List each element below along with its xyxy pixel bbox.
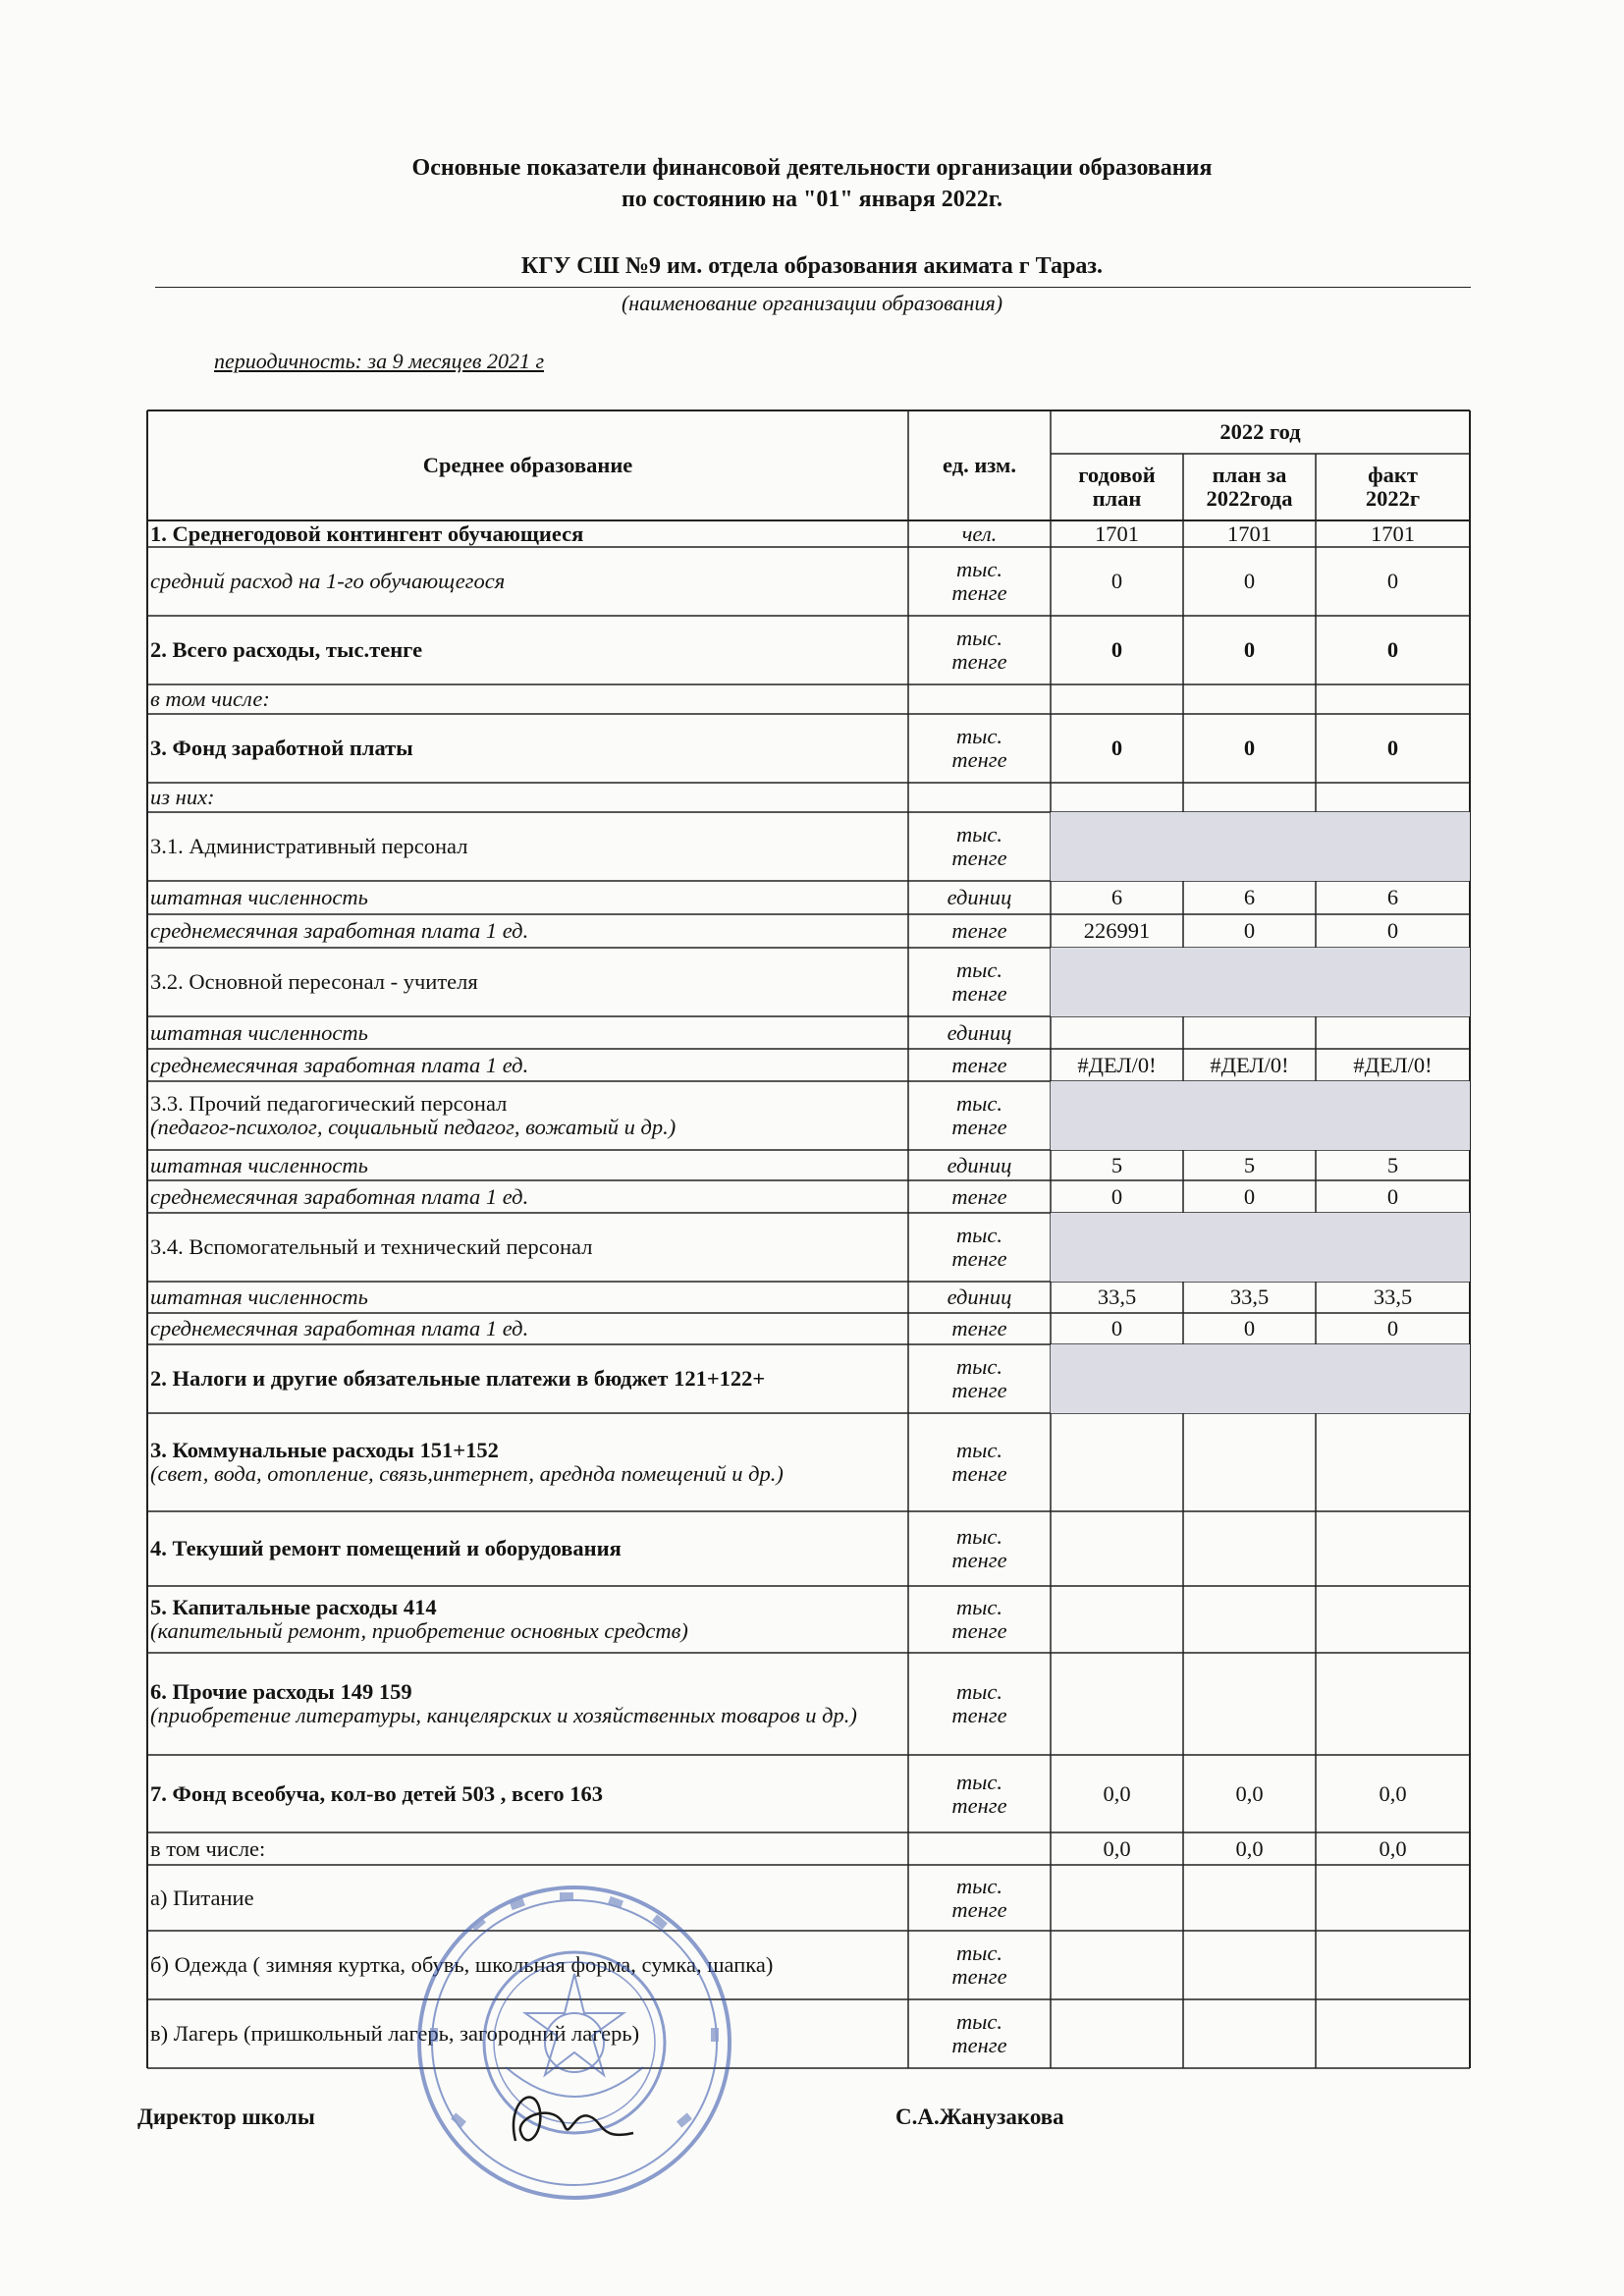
row-value-col2 bbox=[1183, 1081, 1316, 1150]
row-label-content bbox=[150, 1054, 528, 1077]
row-value-col1 bbox=[1051, 1999, 1183, 2068]
row-value-col2 bbox=[1183, 812, 1316, 881]
row-unit-text: тенге bbox=[951, 649, 1007, 674]
row-unit-text: тенге bbox=[951, 1115, 1007, 1139]
row-unit-text: тенге bbox=[951, 580, 1007, 605]
row-value-text: 226991 bbox=[1083, 918, 1151, 943]
row-unit bbox=[908, 1180, 1051, 1213]
row-value-text: 6 bbox=[1243, 885, 1256, 909]
row-value-col3 bbox=[1316, 1586, 1470, 1653]
row-value-col2 bbox=[1183, 1313, 1316, 1344]
row-label-content bbox=[150, 1367, 765, 1391]
row-value-col1 bbox=[1051, 1832, 1183, 1865]
row-unit bbox=[908, 1413, 1051, 1511]
row-value-text: 0 bbox=[1110, 569, 1123, 593]
row-value-col2 bbox=[1183, 1150, 1316, 1180]
row-label-content bbox=[150, 1154, 368, 1177]
header-unit bbox=[908, 410, 1051, 520]
row-value-text: 5 bbox=[1243, 1152, 1256, 1177]
header-col3 bbox=[1316, 454, 1470, 520]
row-unit-text: тыс. bbox=[955, 957, 1003, 982]
row-label bbox=[147, 812, 908, 881]
row-label bbox=[147, 881, 908, 914]
row-value-text: 0 bbox=[1386, 637, 1399, 662]
row-unit-text: тыс. bbox=[955, 1941, 1003, 1965]
row-unit-text: тыс. bbox=[955, 1223, 1003, 1247]
row-label-text: в том числе: bbox=[150, 1835, 266, 1861]
row-value-col1 bbox=[1051, 520, 1183, 547]
row-label-content bbox=[150, 570, 505, 593]
row-value-col2 bbox=[1183, 684, 1316, 714]
row-value-col3 bbox=[1316, 547, 1470, 616]
row-value-col2 bbox=[1183, 1865, 1316, 1931]
row-label bbox=[147, 948, 908, 1016]
row-label-content bbox=[150, 1837, 265, 1861]
row-unit-text: чел. bbox=[961, 520, 998, 546]
row-value-col3 bbox=[1316, 1213, 1470, 1282]
row-value-text: 0 bbox=[1110, 1183, 1123, 1209]
row-value-text: 0,0 bbox=[1379, 1780, 1407, 1806]
header-col2-line1: план за bbox=[1212, 463, 1287, 487]
row-label bbox=[147, 1016, 908, 1049]
row-value-col2 bbox=[1183, 1344, 1316, 1413]
row-value-text: 0,0 bbox=[1235, 1780, 1264, 1806]
row-value-col3 bbox=[1316, 1653, 1470, 1755]
row-value-col2 bbox=[1183, 1999, 1316, 2068]
row-value-text: 33,5 bbox=[1097, 1285, 1137, 1309]
row-label bbox=[147, 1755, 908, 1832]
row-label-subtext: (капительный ремонт, приобретение основных средств) bbox=[150, 1618, 688, 1643]
row-value-text: 0,0 bbox=[1235, 1835, 1264, 1861]
row-label bbox=[147, 1344, 908, 1413]
row-label-text: 5. Капитальные расходы 414 bbox=[150, 1595, 437, 1619]
row-value-text: 0 bbox=[1243, 569, 1256, 593]
organization-underline bbox=[155, 287, 1471, 288]
row-value-col1 bbox=[1051, 1282, 1183, 1313]
row-value-col3 bbox=[1316, 520, 1470, 547]
row-value-text: 33,5 bbox=[1229, 1285, 1270, 1309]
row-value-col1 bbox=[1051, 1150, 1183, 1180]
row-value-col1 bbox=[1051, 881, 1183, 914]
row-unit-text: тенге bbox=[951, 918, 1007, 943]
row-label-text: штатная численность bbox=[150, 1152, 368, 1177]
row-value-col3 bbox=[1316, 812, 1470, 881]
row-unit bbox=[908, 547, 1051, 616]
row-value-col1 bbox=[1051, 1213, 1183, 1282]
row-unit bbox=[908, 1511, 1051, 1586]
row-value-col1 bbox=[1051, 1180, 1183, 1213]
row-unit-text: тыс. bbox=[955, 724, 1003, 748]
row-value-col2 bbox=[1183, 1931, 1316, 1999]
row-value-col1 bbox=[1051, 684, 1183, 714]
row-value-text: 0 bbox=[1243, 637, 1256, 662]
row-unit bbox=[908, 520, 1051, 547]
row-value-text: #ДЕЛ/0! bbox=[1077, 1052, 1157, 1077]
row-unit bbox=[908, 1282, 1051, 1313]
row-label-content bbox=[150, 835, 467, 858]
header-unit-text: ед. изм. bbox=[943, 453, 1016, 477]
row-value-col3 bbox=[1316, 1081, 1470, 1150]
row-unit-text: тенге bbox=[951, 1896, 1007, 1922]
row-label bbox=[147, 1653, 908, 1755]
row-label-content bbox=[150, 1596, 688, 1643]
row-value-col1 bbox=[1051, 783, 1183, 812]
row-unit-text: единиц bbox=[947, 1019, 1012, 1045]
row-value-col3 bbox=[1316, 1282, 1470, 1313]
row-unit-text: тенге bbox=[951, 747, 1007, 772]
row-label-content bbox=[150, 886, 368, 909]
row-unit bbox=[908, 812, 1051, 881]
row-label-content bbox=[150, 1235, 592, 1259]
row-value-col2 bbox=[1183, 1180, 1316, 1213]
row-value-col2 bbox=[1183, 1511, 1316, 1586]
row-label-content bbox=[150, 1317, 528, 1340]
row-value-col1 bbox=[1051, 948, 1183, 1016]
row-value-text: 0 bbox=[1386, 736, 1399, 760]
row-unit-text: тыс. bbox=[955, 1438, 1003, 1462]
row-label-text: штатная численность bbox=[150, 885, 368, 909]
row-unit-text: тенге bbox=[951, 1792, 1007, 1818]
row-unit bbox=[908, 1150, 1051, 1180]
header-col3-line2: 2022г bbox=[1365, 486, 1421, 511]
row-value-text: 0 bbox=[1386, 569, 1399, 593]
row-label bbox=[147, 714, 908, 783]
row-value-col3 bbox=[1316, 1049, 1470, 1081]
header-col1-line1: годовой bbox=[1078, 463, 1156, 487]
row-value-col3 bbox=[1316, 1413, 1470, 1511]
row-unit-text: тыс. bbox=[955, 1595, 1003, 1619]
row-value-col1 bbox=[1051, 1931, 1183, 1999]
row-value-col1 bbox=[1051, 1755, 1183, 1832]
row-unit bbox=[908, 1586, 1051, 1653]
row-label-subtext: (приобретение литературы, канцелярских и хозяйственных товаров и др.) bbox=[150, 1703, 857, 1727]
row-label-text: 3.2. Основной пересонал - учителя bbox=[150, 969, 478, 994]
row-label-content bbox=[150, 522, 583, 546]
row-value-text: 0 bbox=[1243, 1183, 1256, 1209]
row-value-col1 bbox=[1051, 547, 1183, 616]
row-unit-text: тыс. bbox=[955, 557, 1003, 581]
row-unit bbox=[908, 1213, 1051, 1282]
row-value-text: 33,5 bbox=[1373, 1285, 1413, 1309]
row-value-col3 bbox=[1316, 1016, 1470, 1049]
row-label-text: 3. Коммунальные расходы 151+152 bbox=[150, 1438, 499, 1462]
row-label-text: среднемесячная заработная плата 1 ед. bbox=[150, 918, 529, 943]
row-value-text: 6 bbox=[1386, 885, 1399, 909]
row-label-text: средний расход на 1-го обучающегося bbox=[150, 569, 506, 593]
header-col2 bbox=[1183, 454, 1316, 520]
row-unit bbox=[908, 616, 1051, 684]
row-unit-text: тенге bbox=[951, 1378, 1007, 1402]
row-label-content bbox=[150, 970, 478, 994]
row-unit bbox=[908, 1832, 1051, 1865]
row-label bbox=[147, 1832, 908, 1865]
header-col1-line2: план bbox=[1092, 486, 1142, 511]
row-unit-text: тенге bbox=[951, 2033, 1007, 2057]
row-label-content bbox=[150, 1021, 368, 1045]
director-name: С.А.Жанузакова bbox=[895, 2105, 1064, 2129]
row-value-col3 bbox=[1316, 616, 1470, 684]
row-value-col1 bbox=[1051, 914, 1183, 948]
row-value-text: 0 bbox=[1386, 918, 1399, 943]
row-value-col2 bbox=[1183, 1049, 1316, 1081]
row-unit bbox=[908, 684, 1051, 714]
row-unit-text: тыс. bbox=[955, 626, 1003, 650]
row-value-text: 6 bbox=[1110, 885, 1123, 909]
header-section-text: Среднее образование bbox=[422, 453, 633, 477]
header-year-text: 2022 год bbox=[1219, 419, 1301, 444]
row-value-text: 0 bbox=[1386, 1316, 1399, 1340]
row-value-text: 1701 bbox=[1095, 520, 1139, 546]
row-unit bbox=[908, 1344, 1051, 1413]
row-unit-text: тенге bbox=[951, 1703, 1007, 1727]
row-label-content bbox=[150, 1782, 603, 1806]
director-title: Директор школы bbox=[137, 2105, 315, 2129]
row-label bbox=[147, 684, 908, 714]
row-label-text: 3. Фонд заработной платы bbox=[150, 736, 413, 760]
row-value-col1 bbox=[1051, 616, 1183, 684]
row-value-col3 bbox=[1316, 1150, 1470, 1180]
row-label bbox=[147, 1511, 908, 1586]
row-label bbox=[147, 547, 908, 616]
row-label bbox=[147, 520, 908, 547]
row-value-col2 bbox=[1183, 783, 1316, 812]
row-value-text: 0 bbox=[1386, 1183, 1399, 1209]
row-value-col1 bbox=[1051, 714, 1183, 783]
row-label bbox=[147, 1313, 908, 1344]
row-value-col2 bbox=[1183, 1653, 1316, 1755]
row-value-text: 0 bbox=[1110, 637, 1123, 662]
row-value-text: 0 bbox=[1110, 1316, 1123, 1340]
row-value-col1 bbox=[1051, 812, 1183, 881]
row-value-col1 bbox=[1051, 1653, 1183, 1755]
row-unit-text: тыс. bbox=[955, 1873, 1003, 1898]
row-value-text: 0,0 bbox=[1379, 1835, 1407, 1861]
row-label-subtext: (педагог-психолог, социальный педагог, вожатый и др.) bbox=[150, 1115, 677, 1139]
periodicity: периодичность: за 9 месяцев 2021 г bbox=[214, 349, 545, 373]
row-value-text: 1701 bbox=[1371, 520, 1415, 546]
row-value-col3 bbox=[1316, 1344, 1470, 1413]
row-value-col2 bbox=[1183, 547, 1316, 616]
row-label-content bbox=[150, 1185, 528, 1209]
row-label-text: 6. Прочие расходы 149 159 bbox=[150, 1679, 412, 1704]
row-unit bbox=[908, 1931, 1051, 1999]
row-label-content bbox=[150, 737, 413, 760]
row-unit-text: тенге bbox=[951, 846, 1007, 870]
row-unit-text: тыс. bbox=[955, 2009, 1003, 2034]
header-section-title bbox=[147, 410, 908, 520]
row-label-content bbox=[150, 1439, 784, 1486]
row-value-col2 bbox=[1183, 1213, 1316, 1282]
row-label-text: 1. Среднегодовой контингент обучающиеся bbox=[150, 520, 584, 546]
row-value-text: 5 bbox=[1110, 1152, 1123, 1177]
row-value-text: #ДЕЛ/0! bbox=[1210, 1052, 1289, 1077]
row-unit bbox=[908, 1081, 1051, 1150]
row-label-content bbox=[150, 1092, 676, 1139]
row-value-col3 bbox=[1316, 1999, 1470, 2068]
row-unit-text: тенге bbox=[951, 1246, 1007, 1271]
row-label-content bbox=[150, 1537, 622, 1560]
row-label-content bbox=[150, 1680, 857, 1727]
document-title-line2: по состоянию на "01" января 2022г. bbox=[622, 187, 1002, 212]
row-unit bbox=[908, 1755, 1051, 1832]
row-value-col3 bbox=[1316, 1313, 1470, 1344]
row-value-col2 bbox=[1183, 948, 1316, 1016]
row-unit-text: единиц bbox=[947, 1285, 1012, 1309]
row-unit-text: тыс. bbox=[955, 1769, 1003, 1794]
row-unit-text: тенге bbox=[951, 1548, 1007, 1572]
row-unit bbox=[908, 1653, 1051, 1755]
organization-name: КГУ СШ №9 им. отдела образования акимата г Тараз. bbox=[520, 253, 1104, 279]
row-value-col1 bbox=[1051, 1016, 1183, 1049]
row-unit bbox=[908, 1865, 1051, 1931]
row-value-col2 bbox=[1183, 1016, 1316, 1049]
header-year bbox=[1051, 410, 1470, 454]
row-value-text: 0 bbox=[1243, 1316, 1256, 1340]
row-label-text: а) Питание bbox=[150, 1885, 254, 1910]
row-label-text: среднемесячная заработная плата 1 ед. bbox=[150, 1183, 529, 1209]
row-unit-text: единиц bbox=[947, 885, 1012, 909]
row-label bbox=[147, 1586, 908, 1653]
row-label-content bbox=[150, 1886, 254, 1910]
row-unit-text: тыс. bbox=[955, 1354, 1003, 1379]
row-value-col2 bbox=[1183, 881, 1316, 914]
row-label-content bbox=[150, 638, 422, 662]
row-unit-text: тенге bbox=[951, 1461, 1007, 1486]
row-label-content bbox=[150, 786, 215, 809]
row-label-text: 3.3. Прочий педагогический персонал bbox=[150, 1091, 508, 1116]
row-label-text: в) Лагерь (пришкольный лагерь, загородний лагерь) bbox=[150, 2021, 640, 2046]
row-value-col1 bbox=[1051, 1511, 1183, 1586]
row-value-col2 bbox=[1183, 1832, 1316, 1865]
row-unit-text: тенге bbox=[951, 1316, 1007, 1340]
row-unit-text: тыс. bbox=[955, 822, 1003, 847]
row-label-text: штатная численность bbox=[150, 1019, 368, 1045]
row-unit-text: тенге bbox=[951, 1052, 1007, 1077]
row-value-col2 bbox=[1183, 520, 1316, 547]
row-value-col1 bbox=[1051, 1586, 1183, 1653]
row-unit-text: тенге bbox=[951, 1618, 1007, 1643]
row-value-col1 bbox=[1051, 1313, 1183, 1344]
row-value-col3 bbox=[1316, 1755, 1470, 1832]
row-value-col1 bbox=[1051, 1081, 1183, 1150]
row-value-col1 bbox=[1051, 1344, 1183, 1413]
row-unit-text: тыс. bbox=[955, 1679, 1003, 1704]
row-label-subtext: (свет, вода, отопление, связь,интернет, аредндa помещений и др.) bbox=[150, 1461, 784, 1486]
row-value-col3 bbox=[1316, 948, 1470, 1016]
row-value-text: 0 bbox=[1243, 918, 1256, 943]
row-value-col3 bbox=[1316, 714, 1470, 783]
row-unit-text: тыс. bbox=[955, 1524, 1003, 1549]
row-label-text: 2. Налоги и другие обязательные платежи в бюджет 121+122+ bbox=[150, 1366, 766, 1391]
row-value-col2 bbox=[1183, 914, 1316, 948]
row-value-col3 bbox=[1316, 1832, 1470, 1865]
row-label bbox=[147, 616, 908, 684]
row-unit-text: тенге bbox=[951, 981, 1007, 1006]
organization-caption: (наименование организации образования) bbox=[621, 291, 1003, 315]
row-unit bbox=[908, 948, 1051, 1016]
row-unit bbox=[908, 914, 1051, 948]
row-label bbox=[147, 1150, 908, 1180]
row-unit bbox=[908, 714, 1051, 783]
row-value-col2 bbox=[1183, 1586, 1316, 1653]
director-signature bbox=[496, 2072, 643, 2160]
row-label bbox=[147, 783, 908, 812]
row-value-col3 bbox=[1316, 1511, 1470, 1586]
row-unit-text: тенге bbox=[951, 1183, 1007, 1209]
row-unit bbox=[908, 1016, 1051, 1049]
row-unit bbox=[908, 1999, 1051, 2068]
row-label-text: 2. Всего расходы, тыс.тенге bbox=[150, 637, 423, 662]
row-label bbox=[147, 914, 908, 948]
row-value-text: 0 bbox=[1243, 736, 1256, 760]
document-title-line1: Основные показатели финансовой деятельности организации образования bbox=[411, 155, 1213, 181]
row-label bbox=[147, 1282, 908, 1313]
row-label bbox=[147, 1180, 908, 1213]
row-label-content bbox=[150, 919, 528, 943]
row-value-col1 bbox=[1051, 1865, 1183, 1931]
row-value-col2 bbox=[1183, 616, 1316, 684]
row-value-col3 bbox=[1316, 881, 1470, 914]
header-col1 bbox=[1051, 454, 1183, 520]
row-label bbox=[147, 1413, 908, 1511]
row-value-col3 bbox=[1316, 1865, 1470, 1931]
row-label-text: б) Одежда ( зимняя куртка, обувь, школьная форма, сумка, шапка) bbox=[150, 1952, 774, 1977]
row-unit-text: тыс. bbox=[955, 1091, 1003, 1116]
row-value-col1 bbox=[1051, 1049, 1183, 1081]
row-value-text: 0,0 bbox=[1103, 1835, 1131, 1861]
row-value-col3 bbox=[1316, 684, 1470, 714]
row-unit bbox=[908, 1049, 1051, 1081]
row-value-text: 1701 bbox=[1227, 520, 1272, 546]
row-label-text: штатная численность bbox=[150, 1285, 368, 1309]
row-unit-text: тенге bbox=[951, 1964, 1007, 1989]
row-value-col3 bbox=[1316, 1931, 1470, 1999]
row-label bbox=[147, 1049, 908, 1081]
header-col3-line1: факт bbox=[1368, 463, 1418, 487]
row-label-content bbox=[150, 1285, 368, 1309]
row-label-text: 3.1. Административный персонал bbox=[150, 834, 468, 858]
row-label-text: из них: bbox=[150, 785, 215, 809]
row-label bbox=[147, 1213, 908, 1282]
row-value-col2 bbox=[1183, 1413, 1316, 1511]
row-unit-text: единиц bbox=[947, 1152, 1012, 1177]
row-value-col2 bbox=[1183, 1282, 1316, 1313]
row-label-text: 4. Текуший ремонт помещений и оборудования bbox=[150, 1536, 622, 1560]
row-unit bbox=[908, 881, 1051, 914]
row-value-text: 5 bbox=[1386, 1152, 1399, 1177]
row-label-text: среднемесячная заработная плата 1 ед. bbox=[150, 1316, 529, 1340]
row-unit bbox=[908, 783, 1051, 812]
row-label-text: в том числе: bbox=[150, 686, 270, 711]
row-value-col3 bbox=[1316, 783, 1470, 812]
row-value-col3 bbox=[1316, 914, 1470, 948]
row-value-text: #ДЕЛ/0! bbox=[1353, 1052, 1433, 1077]
row-label-content bbox=[150, 687, 270, 711]
row-value-col1 bbox=[1051, 1413, 1183, 1511]
header-col2-line2: 2022года bbox=[1206, 486, 1293, 511]
row-unit bbox=[908, 1313, 1051, 1344]
row-value-col2 bbox=[1183, 714, 1316, 783]
row-label-text: 3.4. Вспомогательный и технический персонал bbox=[150, 1234, 593, 1259]
row-label-text: среднемесячная заработная плата 1 ед. bbox=[150, 1052, 529, 1077]
row-value-col3 bbox=[1316, 1180, 1470, 1213]
row-value-col2 bbox=[1183, 1755, 1316, 1832]
row-value-text: 0,0 bbox=[1103, 1780, 1131, 1806]
row-value-text: 0 bbox=[1110, 736, 1123, 760]
row-label bbox=[147, 1081, 908, 1150]
row-label-text: 7. Фонд всеобуча, кол-во детей 503 , всего 163 bbox=[150, 1780, 603, 1806]
